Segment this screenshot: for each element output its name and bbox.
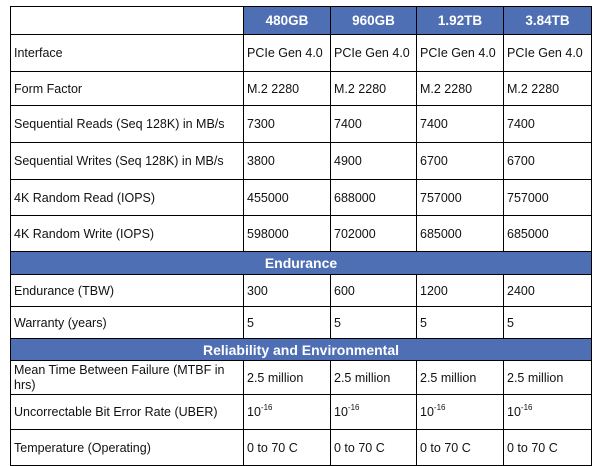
table-cell: 5 <box>417 307 504 339</box>
table-row <box>11 106 592 143</box>
table-cell: 702000 <box>331 216 417 252</box>
column-header-3-84tb: 3.84TB <box>504 7 592 35</box>
table-cell: 600 <box>331 275 417 307</box>
table-cell: M.2 2280 <box>331 72 417 106</box>
table-cell: 5 <box>244 307 331 339</box>
table-cell: M.2 2280 <box>417 72 504 106</box>
uber-base: 10 <box>420 405 434 419</box>
table-cell: 598000 <box>244 216 331 252</box>
table-row <box>11 275 592 307</box>
table-cell: 2.5 million <box>331 361 417 395</box>
row-label-uber: Uncorrectable Bit Error Rate (UBER) <box>11 395 244 430</box>
table-cell: PCIe Gen 4.0 <box>331 35 417 72</box>
table-cell: 2400 <box>504 275 592 307</box>
section-header-row <box>11 252 592 275</box>
column-header-960gb: 960GB <box>331 7 417 35</box>
row-label-interface: Interface <box>11 35 244 72</box>
table-cell: 0 to 70 C <box>331 430 417 466</box>
table-cell: M.2 2280 <box>504 72 592 106</box>
table-cell <box>504 395 592 430</box>
table-row <box>11 35 592 72</box>
table-cell: 0 to 70 C <box>417 430 504 466</box>
section-title-endurance: Endurance <box>11 252 592 275</box>
spec-table <box>10 6 592 466</box>
row-label-mtbf: Mean Time Between Failure (MTBF in hrs) <box>11 361 244 395</box>
table-cell: 4900 <box>331 143 417 180</box>
column-header-1-92tb: 1.92TB <box>417 7 504 35</box>
table-cell: 455000 <box>244 180 331 216</box>
table-cell: 2.5 million <box>417 361 504 395</box>
table-cell: 6700 <box>417 143 504 180</box>
table-cell: 757000 <box>504 180 592 216</box>
table-cell: M.2 2280 <box>244 72 331 106</box>
table-cell: PCIe Gen 4.0 <box>244 35 331 72</box>
table-row <box>11 180 592 216</box>
table-cell <box>244 395 331 430</box>
table-row <box>11 143 592 180</box>
table-cell: 688000 <box>331 180 417 216</box>
uber-base: 10 <box>334 405 348 419</box>
table-row <box>11 430 592 466</box>
header-blank-cell <box>11 7 244 35</box>
table-cell: 2.5 million <box>244 361 331 395</box>
table-cell: 685000 <box>417 216 504 252</box>
table-cell: PCIe Gen 4.0 <box>417 35 504 72</box>
table-cell: 7300 <box>244 106 331 143</box>
uber-exponent: -16 <box>433 403 446 412</box>
uber-base: 10 <box>507 405 521 419</box>
row-label-endurance-tbw: Endurance (TBW) <box>11 275 244 307</box>
table-cell: 6700 <box>504 143 592 180</box>
table-cell: 1200 <box>417 275 504 307</box>
table-cell: 5 <box>331 307 417 339</box>
table-cell: 5 <box>504 307 592 339</box>
row-label-4k-random-read: 4K Random Read (IOPS) <box>11 180 244 216</box>
table-cell: 7400 <box>417 106 504 143</box>
uber-exponent: -16 <box>260 403 273 412</box>
column-header-480gb: 480GB <box>244 7 331 35</box>
row-label-4k-random-write: 4K Random Write (IOPS) <box>11 216 244 252</box>
table-row <box>11 216 592 252</box>
table-cell: 3800 <box>244 143 331 180</box>
table-cell: 685000 <box>504 216 592 252</box>
table-cell: 757000 <box>417 180 504 216</box>
table-cell: 0 to 70 C <box>504 430 592 466</box>
table-row <box>11 307 592 339</box>
uber-exponent: -16 <box>347 403 360 412</box>
table-cell: 0 to 70 C <box>244 430 331 466</box>
table-cell <box>417 395 504 430</box>
row-label-form-factor: Form Factor <box>11 72 244 106</box>
row-label-seq-reads: Sequential Reads (Seq 128K) in MB/s <box>11 106 244 143</box>
section-title-reliability: Reliability and Environmental <box>11 339 592 361</box>
table-row <box>11 395 592 430</box>
row-label-warranty: Warranty (years) <box>11 307 244 339</box>
table-cell: 7400 <box>504 106 592 143</box>
table-cell: 7400 <box>331 106 417 143</box>
table-cell <box>331 395 417 430</box>
section-header-row <box>11 339 592 361</box>
row-label-seq-writes: Sequential Writes (Seq 128K) in MB/s <box>11 143 244 180</box>
table-cell: PCIe Gen 4.0 <box>504 35 592 72</box>
uber-base: 10 <box>247 405 261 419</box>
row-label-temperature: Temperature (Operating) <box>11 430 244 466</box>
table-row <box>11 72 592 106</box>
table-cell: 300 <box>244 275 331 307</box>
table-row <box>11 361 592 395</box>
header-row <box>11 7 592 35</box>
uber-exponent: -16 <box>520 403 533 412</box>
table-cell: 2.5 million <box>504 361 592 395</box>
